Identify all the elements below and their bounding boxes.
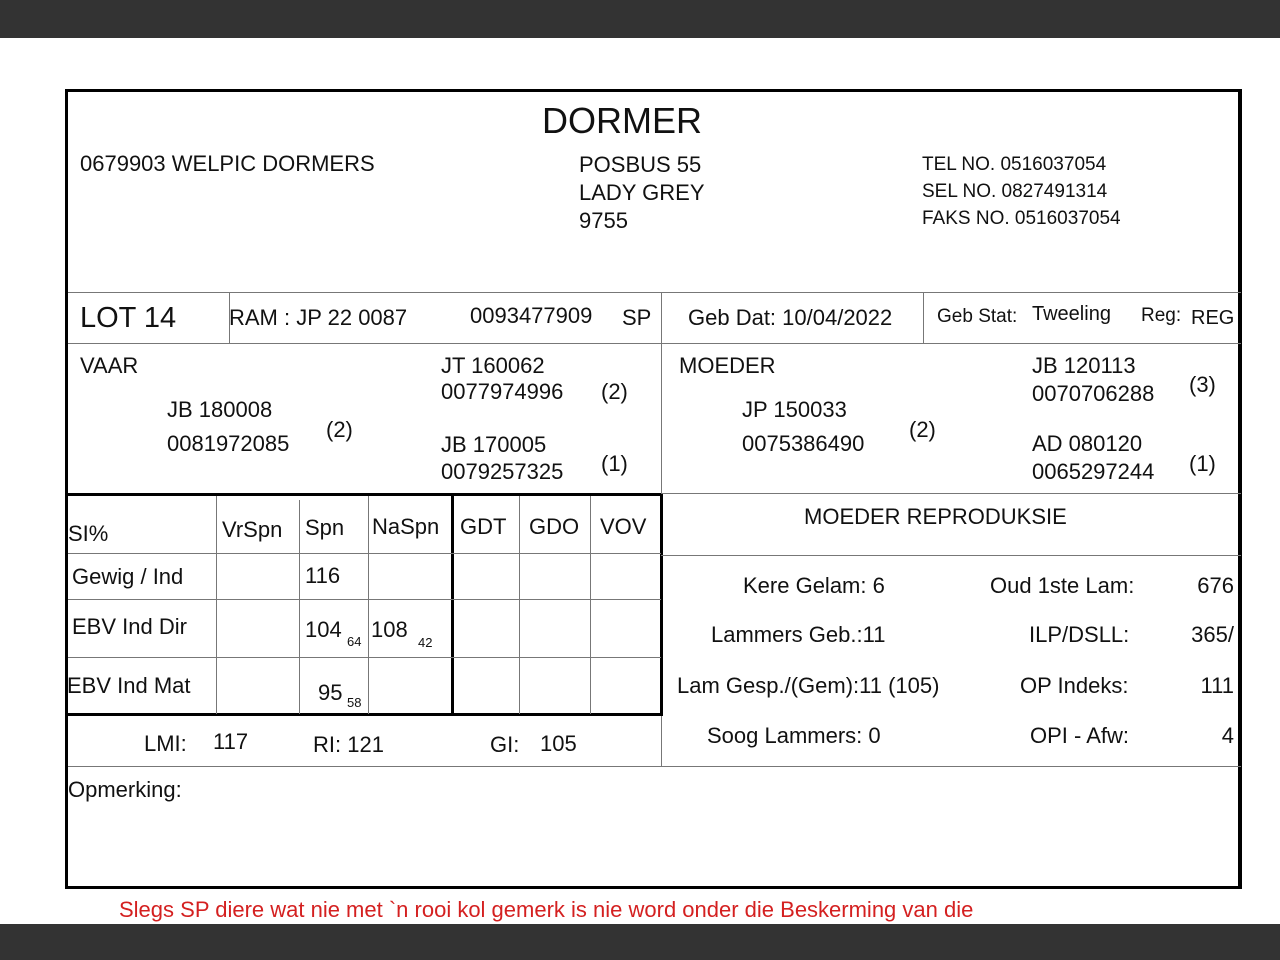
dam-label: MOEDER xyxy=(679,353,776,378)
address-line: 9755 xyxy=(579,208,628,233)
cell-ebv-dir-naspn: 108 xyxy=(371,617,408,642)
address-line: POSBUS 55 xyxy=(579,152,702,177)
dam-repro-title: MOEDER REPRODUKSIE xyxy=(804,504,1067,529)
footer-note: Slegs SP diere wat nie met `n rooi kol gemerk is nie word onder die Beskerming van die xyxy=(119,897,974,922)
row-label-ebv-dir: EBV Ind Dir xyxy=(72,614,187,639)
contacts xyxy=(922,151,1121,232)
table-header-naspn: NaSpn xyxy=(372,514,440,539)
table-header-gdt: GDT xyxy=(460,514,507,539)
table-header-vov: VOV xyxy=(600,514,647,539)
divider xyxy=(68,657,661,658)
ram-id: 0093477909 xyxy=(470,303,593,328)
viewer-bottom-bar xyxy=(0,924,1280,960)
viewer-top-bar xyxy=(0,0,1280,38)
paternal-grandsire-id: 0077974996 xyxy=(441,379,564,404)
dam-code: JP 150033 xyxy=(742,397,847,422)
divider xyxy=(68,292,1241,293)
cell-gewig-spn: 116 xyxy=(305,563,341,588)
divider xyxy=(590,496,591,714)
ram-status: SP xyxy=(622,305,652,330)
sire-count: (2) xyxy=(326,417,353,442)
reg-value: REG xyxy=(1191,307,1235,329)
maternal-grandsire-id: 0070706288 xyxy=(1032,381,1155,406)
ilp-value: 365/ xyxy=(1191,622,1234,647)
fax-number: FAKS NO. 0516037054 xyxy=(922,208,1121,229)
birth-status-label: Geb Stat: xyxy=(937,306,1018,327)
paternal-grandsire-count: (2) xyxy=(601,379,628,404)
remark-label: Opmerking: xyxy=(68,777,182,802)
dam-id: 0075386490 xyxy=(742,431,865,456)
oud-value: 676 xyxy=(1197,573,1234,598)
table-header-vrspn: VrSpn xyxy=(222,517,283,542)
divider xyxy=(519,496,520,714)
cell-ebv-dir-spn: 104 xyxy=(305,617,342,642)
maternal-grandsire-count: (3) xyxy=(1189,372,1216,397)
lot-number: LOT 14 xyxy=(80,302,177,334)
gi-value: 105 xyxy=(540,731,577,756)
divider xyxy=(661,555,1241,556)
row-label-ebv-mat: EBV Ind Mat xyxy=(67,673,191,698)
tel-number: TEL NO. 0516037054 xyxy=(922,154,1107,175)
divider xyxy=(299,500,300,714)
sire-label: VAAR xyxy=(80,353,139,378)
divider xyxy=(68,599,661,600)
paternal-grandsire-code: JT 160062 xyxy=(441,353,545,378)
lammers-geb: Lammers Geb.:11 xyxy=(711,622,886,647)
divider xyxy=(661,493,1241,494)
breed-title: DORMER xyxy=(542,100,702,141)
lmi-label: LMI: xyxy=(144,731,187,756)
cell-ebv-dir-spn-acc: 64 xyxy=(347,634,362,649)
paternal-granddam-count: (1) xyxy=(601,451,628,476)
reg-label: Reg: xyxy=(1141,305,1182,326)
divider xyxy=(68,343,1241,344)
gi-label: GI: xyxy=(490,732,520,757)
cell-ebv-mat-spn: 95 xyxy=(318,680,343,705)
divider xyxy=(68,553,661,554)
table-border xyxy=(66,713,663,716)
divider xyxy=(68,766,1241,767)
table-header-si: SI% xyxy=(68,521,109,546)
birth-date: Geb Dat: 10/04/2022 xyxy=(688,305,893,330)
paternal-granddam-id: 0079257325 xyxy=(441,459,564,484)
cell-ebv-dir-naspn-acc: 42 xyxy=(418,635,433,650)
kere-gelam: Kere Gelam: 6 xyxy=(743,573,885,598)
birth-status: Tweeling xyxy=(1032,303,1111,325)
dam-count: (2) xyxy=(909,417,936,442)
table-border xyxy=(66,493,663,496)
table-border xyxy=(451,496,454,714)
breeder-name: 0679903 WELPIC DORMERS xyxy=(80,151,375,176)
op-indeks-label: OP Indeks: xyxy=(1020,673,1129,698)
divider xyxy=(923,292,924,343)
address xyxy=(579,151,705,235)
table-header-gdo: GDO xyxy=(529,514,580,539)
ilp-label: ILP/DSLL: xyxy=(1029,622,1130,647)
maternal-grandsire-code: JB 120113 xyxy=(1032,353,1136,378)
row-label-gewig: Gewig / Ind xyxy=(72,564,184,589)
maternal-granddam-id: 0065297244 xyxy=(1032,459,1155,484)
address-line: LADY GREY xyxy=(579,180,705,205)
ri-value: RI: 121 xyxy=(313,732,384,757)
sire-code: JB 180008 xyxy=(167,397,273,422)
cell-ebv-mat-spn-acc: 58 xyxy=(347,695,362,710)
oud-label: Oud 1ste Lam: xyxy=(990,573,1135,598)
ram-code: RAM : JP 22 0087 xyxy=(229,305,408,330)
op-indeks-value: 111 xyxy=(1200,673,1234,698)
opi-afw-value: 4 xyxy=(1221,723,1234,748)
soog-lammers: Soog Lammers: 0 xyxy=(707,723,881,748)
paternal-granddam-code: JB 170005 xyxy=(441,432,547,457)
lmi-value: 117 xyxy=(213,729,249,754)
table-border xyxy=(660,493,663,716)
lam-gesp: Lam Gesp./(Gem):11 (105) xyxy=(677,673,940,698)
divider xyxy=(368,496,369,714)
maternal-granddam-count: (1) xyxy=(1189,451,1216,476)
divider xyxy=(216,496,217,714)
maternal-granddam-code: AD 080120 xyxy=(1032,431,1143,456)
cell-number: SEL NO. 0827491314 xyxy=(922,181,1108,202)
table-header-spn: Spn xyxy=(305,515,345,540)
opi-afw-label: OPI - Afw: xyxy=(1030,723,1130,748)
sire-id: 0081972085 xyxy=(167,431,290,456)
